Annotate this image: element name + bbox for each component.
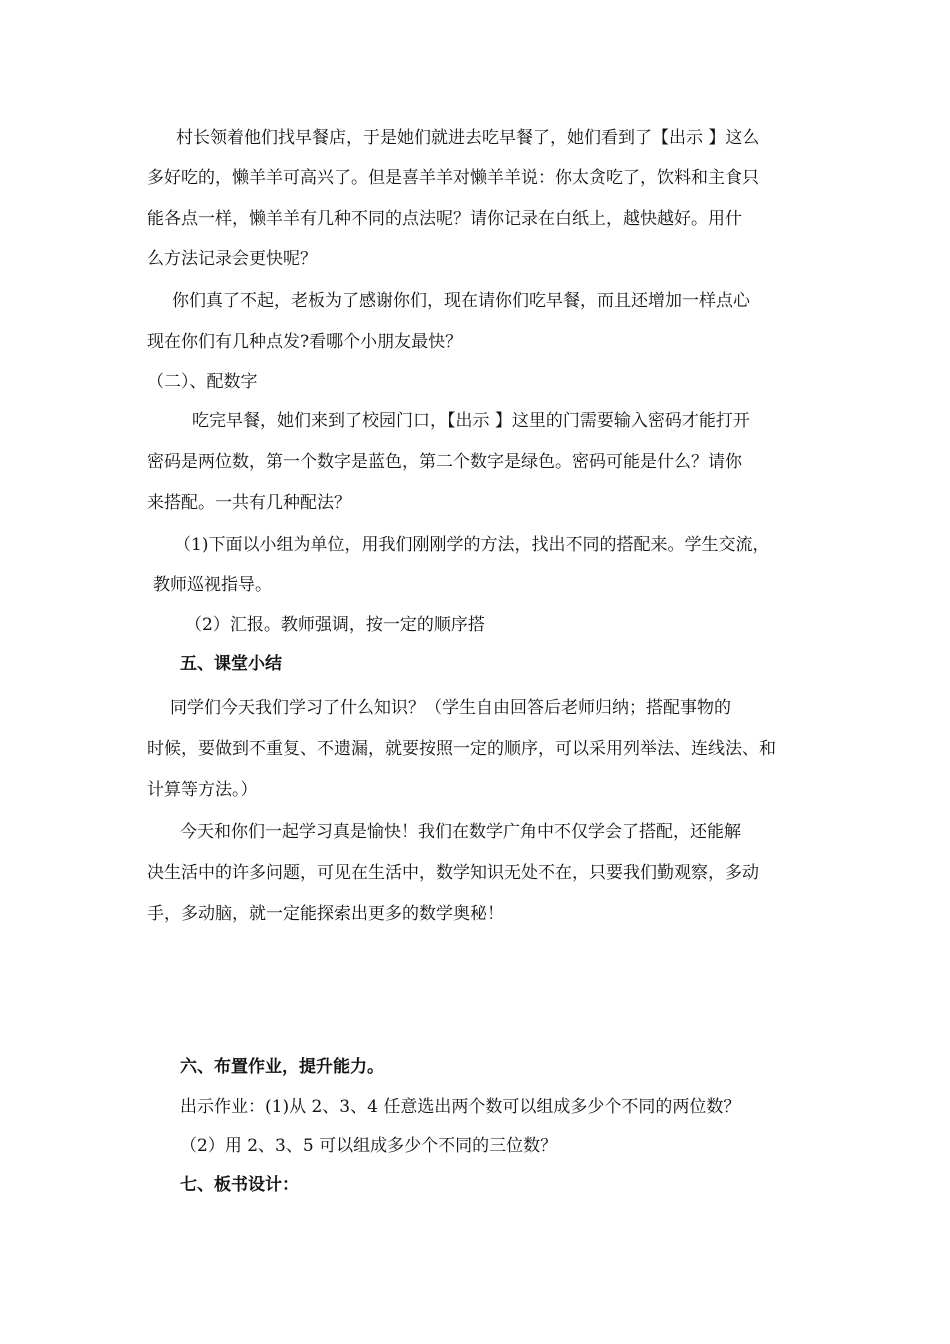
paragraph-line-16: 时候，要做到不重复、不遗漏，就要按照一定的顺序，可以采用列举法、连线法、和 <box>147 739 776 759</box>
paragraph-line-3: 能各点一样，懒羊羊有几种不同的点法呢？请你记录在白纸上，越快越好。用什 <box>147 209 742 229</box>
paragraph-line-18: 今天和你们一起学习真是愉快！我们在数学广角中不仅学会了搭配，还能解 <box>180 822 741 842</box>
paragraph-line-9: 密码是两位数，第一个数字是蓝色，第二个数字是绿色。密码可能是什么？请你 <box>147 452 742 472</box>
homework-item-1: 出示作业：(1)从 2、3、4 任意选出两个数可以组成多少个不同的两位数？ <box>180 1097 741 1117</box>
paragraph-line-12: 教师巡视指导。 <box>153 575 272 595</box>
paragraph-line-10: 来搭配。一共有几种配法？ <box>147 493 351 513</box>
paragraph-line-8: 吃完早餐，她们来到了校园门口，【出示 】这里的门需要输入密码才能打开 <box>192 411 750 431</box>
paragraph-line-4: 么方法记录会更快呢？ <box>147 249 317 269</box>
section-subheading: （二）、配数字 <box>147 372 258 392</box>
paragraph-line-19: 决生活中的许多问题，可见在生活中，数学知识无处不在，只要我们勤观察，多动 <box>147 863 759 883</box>
paragraph-line-15: 同学们今天我们学习了什么知识？（学生自由回答后老师归纳；搭配事物的 <box>170 698 731 718</box>
paragraph-line-13: （2）汇报。教师强调，按一定的顺序搭 <box>185 615 485 635</box>
paragraph-line-11: （1)下面以小组为单位，用我们刚刚学的方法，找出不同的搭配来。学生交流， <box>174 535 770 555</box>
paragraph-line-6: 现在你们有几种点发?看哪个小朋友最快？ <box>147 332 463 352</box>
paragraph-line-1: 村长领着他们找早餐店，于是她们就进去吃早餐了，她们看到了【出示 】这么 <box>176 128 760 148</box>
homework-item-2: （2）用 2、3、5 可以组成多少个不同的三位数？ <box>180 1136 558 1156</box>
paragraph-line-2: 多好吃的，懒羊羊可高兴了。但是喜羊羊对懒羊羊说：你太贪吃了，饮料和主食只 <box>147 168 759 188</box>
section-heading-homework: 六、布置作业，提升能力。 <box>180 1057 384 1077</box>
paragraph-line-20: 手，多动脑，就一定能探索出更多的数学奥秘！ <box>147 904 504 924</box>
section-heading-summary: 五、课堂小结 <box>180 654 282 674</box>
section-heading-board-design: 七、板书设计： <box>180 1175 299 1195</box>
paragraph-line-17: 计算等方法。） <box>147 780 258 800</box>
paragraph-line-5: 你们真了不起，老板为了感谢你们，现在请你们吃早餐，而且还增加一样点心 <box>172 291 750 311</box>
